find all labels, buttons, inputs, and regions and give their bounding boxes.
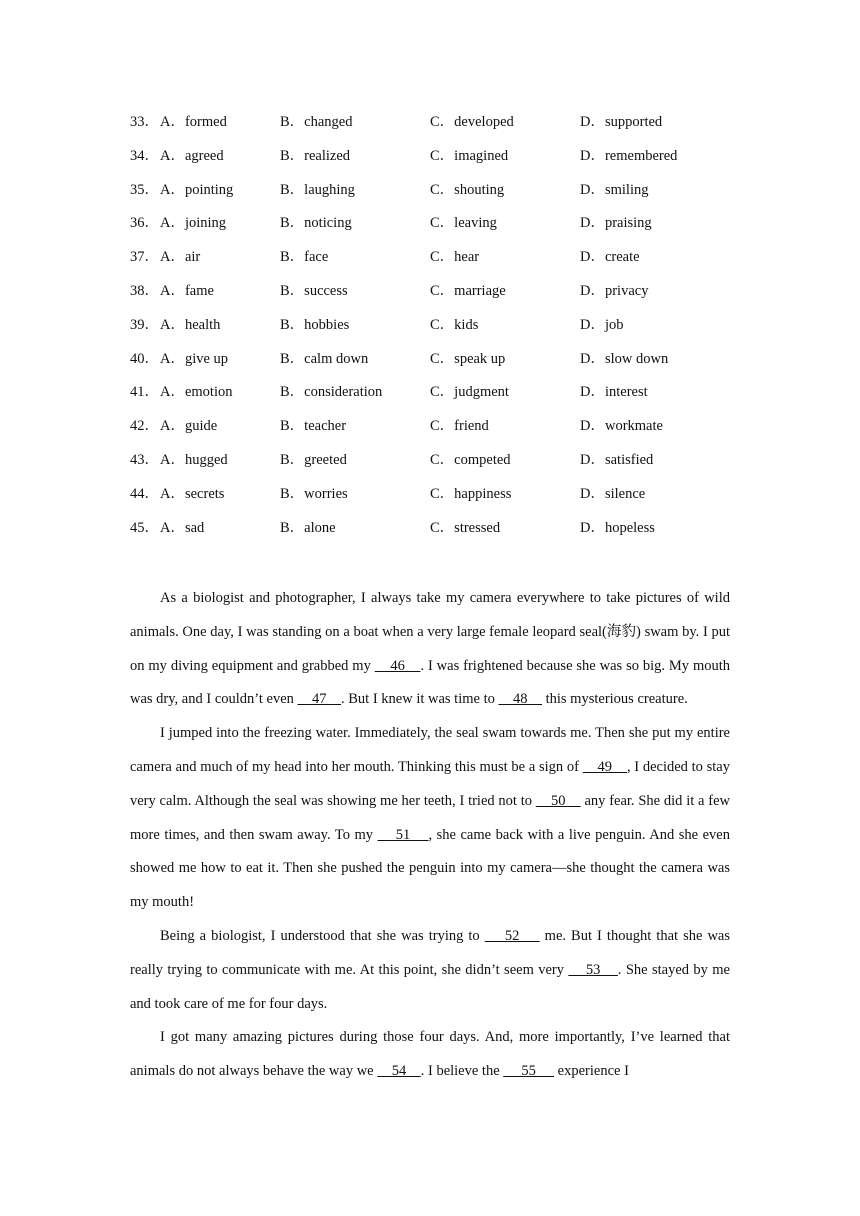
option-d: D．slow down: [580, 350, 669, 367]
option-c: C．hear: [430, 249, 480, 266]
option-a: A．hugged: [160, 451, 228, 468]
question-number: 37．: [130, 249, 159, 266]
passage-text: me. But I thought that she was really trying to communicate with me. At this point, she didn’t seem very: [130, 927, 731, 978]
option-c: C．imagined: [430, 147, 509, 164]
blank-46: 46: [374, 657, 421, 674]
option-d: D．workmate: [580, 418, 663, 435]
passage-text: any fear. She did it a few more times, and then swam away. To my: [130, 792, 731, 843]
passage-paragraph-1: [130, 582, 730, 717]
passage-paragraph-2: [130, 717, 730, 920]
question-number: 42．: [130, 418, 159, 435]
option-b: B．realized: [280, 147, 351, 164]
option-a: A．give up: [160, 350, 229, 367]
option-b: B．noticing: [280, 215, 352, 232]
passage-text: . I believe the: [420, 1063, 504, 1080]
question-number: 39．: [130, 316, 159, 333]
option-d: D．praising: [580, 215, 652, 232]
question-row-36: [130, 212, 750, 246]
question-row-44: [130, 483, 750, 517]
question-number: 33．: [130, 114, 159, 130]
passage-text: . I was frightened because she was so big. My mouth was dry, and I couldn’t even: [130, 657, 731, 708]
question-row-40: [130, 348, 750, 382]
question-number: 40．: [130, 350, 159, 367]
question-row-45: [130, 517, 750, 551]
option-c: C．developed: [430, 114, 514, 130]
option-c: C．leaving: [430, 215, 497, 232]
option-c: C．speak up: [430, 350, 506, 367]
question-row-39: [130, 314, 750, 348]
option-c: C．judgment: [430, 384, 509, 401]
option-b: B．calm down: [280, 350, 369, 367]
answer-options-list: [130, 111, 750, 550]
option-c: C．shouting: [430, 181, 505, 198]
option-a: A．emotion: [160, 384, 233, 401]
question-number: 44．: [130, 485, 159, 502]
option-b: B．face: [280, 249, 329, 266]
passage-text: . But I knew it was time to: [341, 691, 499, 708]
blank-48: 48: [498, 691, 542, 708]
blank-49: 49: [582, 758, 627, 775]
option-b: B．greeted: [280, 451, 347, 468]
option-c: C．friend: [430, 418, 489, 435]
question-number: 45．: [130, 519, 159, 536]
option-a: A．agreed: [160, 147, 224, 164]
question-number: 34．: [130, 147, 159, 164]
question-row-38: [130, 280, 750, 314]
question-number: 35．: [130, 181, 159, 198]
passage-text: this mysterious creature.: [541, 691, 688, 708]
option-c: C．happiness: [430, 485, 512, 502]
question-row-34: [130, 145, 750, 179]
option-a: A．pointing: [160, 181, 234, 198]
passage-text: . She stayed by me and took care of me for four days.: [130, 961, 730, 1012]
option-b: B．hobbies: [280, 316, 350, 333]
option-c: C．competed: [430, 451, 511, 468]
blank-55: 55: [503, 1063, 555, 1080]
question-row-41: [130, 381, 750, 415]
option-b: B．changed: [280, 114, 353, 130]
passage-text: I got many amazing pictures during those four days. And, more importantly, I’ve learned that animals do not always behave the way we: [130, 1029, 730, 1080]
blank-53: 53: [568, 961, 618, 978]
option-a: A．secrets: [160, 485, 225, 502]
option-a: A．health: [160, 316, 221, 333]
passage-text: , she came back with a live penguin. And she even showed me how to eat it. Then she pushed the penguin into my camera—she thought the camera was my mouth!: [130, 826, 730, 911]
question-number: 38．: [130, 282, 159, 299]
blank-51: 51: [377, 826, 429, 843]
passage-text: Being a biologist, I understood that she was trying to: [160, 927, 485, 944]
blank-50: 50: [535, 792, 581, 809]
question-number: 36．: [130, 215, 159, 232]
option-a: A．sad: [160, 519, 205, 536]
option-b: B．laughing: [280, 181, 355, 198]
option-a: A．formed: [160, 114, 227, 130]
option-d: D．privacy: [580, 282, 649, 299]
option-d: D．hopeless: [580, 519, 655, 536]
option-d: D．supported: [580, 114, 663, 130]
option-a: A．guide: [160, 418, 218, 435]
option-d: D．silence: [580, 485, 646, 502]
option-b: B．consideration: [280, 384, 383, 401]
cloze-passage: [130, 582, 730, 1089]
passage-text: , I decided to stay very calm. Although the seal was showing me her teeth, I tried not to: [130, 758, 730, 809]
option-d: D．remembered: [580, 147, 678, 164]
option-d: D．satisfied: [580, 451, 654, 468]
blank-54: 54: [377, 1063, 421, 1080]
option-a: A．fame: [160, 282, 214, 299]
question-row-37: [130, 246, 750, 280]
question-row-43: [130, 449, 750, 483]
passage-paragraph-4: [130, 1021, 730, 1089]
option-a: A．joining: [160, 215, 227, 232]
option-a: A．air: [160, 249, 201, 266]
option-b: B．worries: [280, 485, 348, 502]
option-b: B．alone: [280, 519, 336, 536]
question-row-42: [130, 415, 750, 449]
question-number: 41．: [130, 384, 159, 401]
question-row-35: [130, 179, 750, 213]
blank-47: 47: [297, 691, 342, 708]
passage-text: experience I: [554, 1063, 629, 1080]
option-d: D．job: [580, 316, 624, 333]
option-b: B．teacher: [280, 418, 347, 435]
option-d: D．create: [580, 249, 640, 266]
option-c: C．marriage: [430, 282, 506, 299]
passage-text: As a biologist and photographer, I always take my camera everywhere to take pictures of wild animals. One day, I was standing on a boat when a very large female leopard seal(海豹) swam by. I put on my diving equipment and grabbed my: [130, 590, 730, 674]
option-c: C．stressed: [430, 519, 501, 536]
option-d: D．smiling: [580, 181, 649, 198]
question-row-33: [130, 111, 750, 145]
question-number: 43．: [130, 451, 159, 468]
blank-52: 52: [484, 927, 540, 944]
passage-paragraph-3: [130, 920, 730, 1021]
option-b: B．success: [280, 282, 348, 299]
option-d: D．interest: [580, 384, 648, 401]
passage-text: I jumped into the freezing water. Immediately, the seal swam towards me. Then she put my entire camera and much of my head into her mouth. Thinking this must be a sign of: [130, 725, 730, 775]
option-c: C．kids: [430, 316, 479, 333]
